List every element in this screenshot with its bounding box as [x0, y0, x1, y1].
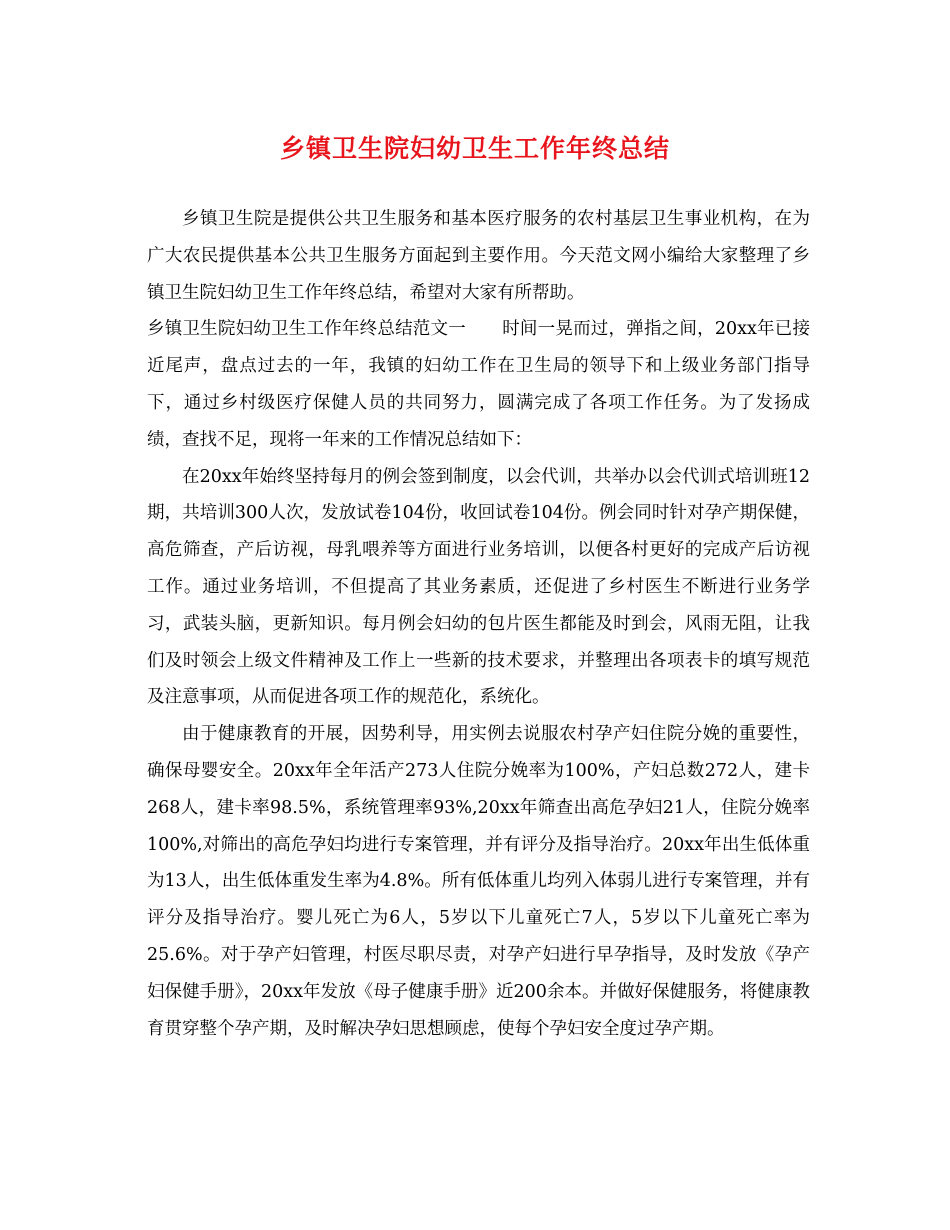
paragraph-sample [147, 311, 810, 458]
sample-heading: 乡镇卫生院妇幼卫生工作年终总结范文一 [147, 319, 466, 340]
paragraph-training: 在20xx年始终坚持每月的例会签到制度，以会代训，共举办以会代训式培训班12期，共培训300人次，发放试卷104份，收回试卷104份。例会同时针对孕产期保健，高危筛查，产后访视，母乳喂养等方面进行业务培训，以便各村更好的完成产后访视工作。通过业务培训，不但提高了其业务素质，还促进了乡村医生不断进行业务学习，武装头脑，更新知识。每月例会妇幼的包片医生都能及时到会，风雨无阻，让我们及时领会上级文件精神及工作上一些新的技术要求，并整理出各项表卡的填写规范及注意事项，从而促进各项工作的规范化，系统化。 [147, 466, 810, 708]
document-title: 乡镇卫生院妇幼卫生工作年终总结 [279, 134, 670, 163]
paragraph-intro: 乡镇卫生院是提供公共卫生服务和基本医疗服务的农村基层卫生事业机构，在为广大农民提供基本公共卫生服务方面起到主要作用。今天范文网小编给大家整理了乡镇卫生院妇幼卫生工作年终总结，希望对大家有所帮助。 [147, 209, 810, 303]
paragraph-health-education: 由于健康教育的开展，因势利导，用实例去说服农村孕产妇住院分娩的重要性，确保母婴安全。20xx年全年活产273人住院分娩率为100%，产妇总数272人，建卡268人，建卡率98.5%，系统管理率93%,20xx年筛查出高危孕妇21人，住院分娩率100%,对筛出的高危孕妇均进行专案管理，并有评分及指导治疗。20xx年出生低体重为13人，出生低体重发生率为4.8%。所有低体重儿均列入体弱儿进行专案管理，并有评分及指导治疗。婴儿死亡为6人，5岁以下儿童死亡7人，5岁以下儿童死亡率为25.6%。对于孕产妇管理，村医尽职尽责，对孕产妇进行早孕指导，及时发放《孕产妇保健手册》，20xx年发放《母子健康手册》近200余本。并做好保健服务，将健康教育贯穿整个孕产期，及时解决孕妇思想顾虑，使每个孕妇安全度过孕产期。 [147, 724, 810, 1039]
document-body [147, 201, 810, 1047]
sample-opening: 时间一晃而过，弹指之间，20xx年已接近尾声，盘点过去的一年，我镇的妇幼工作在卫生局的领导下和上级业务部门指导下，通过乡村级医疗保健人员的共同努力，圆满完成了各项工作任务。为了发扬成绩，查找不足，现将一年来的工作情况总结如下： [147, 319, 810, 450]
